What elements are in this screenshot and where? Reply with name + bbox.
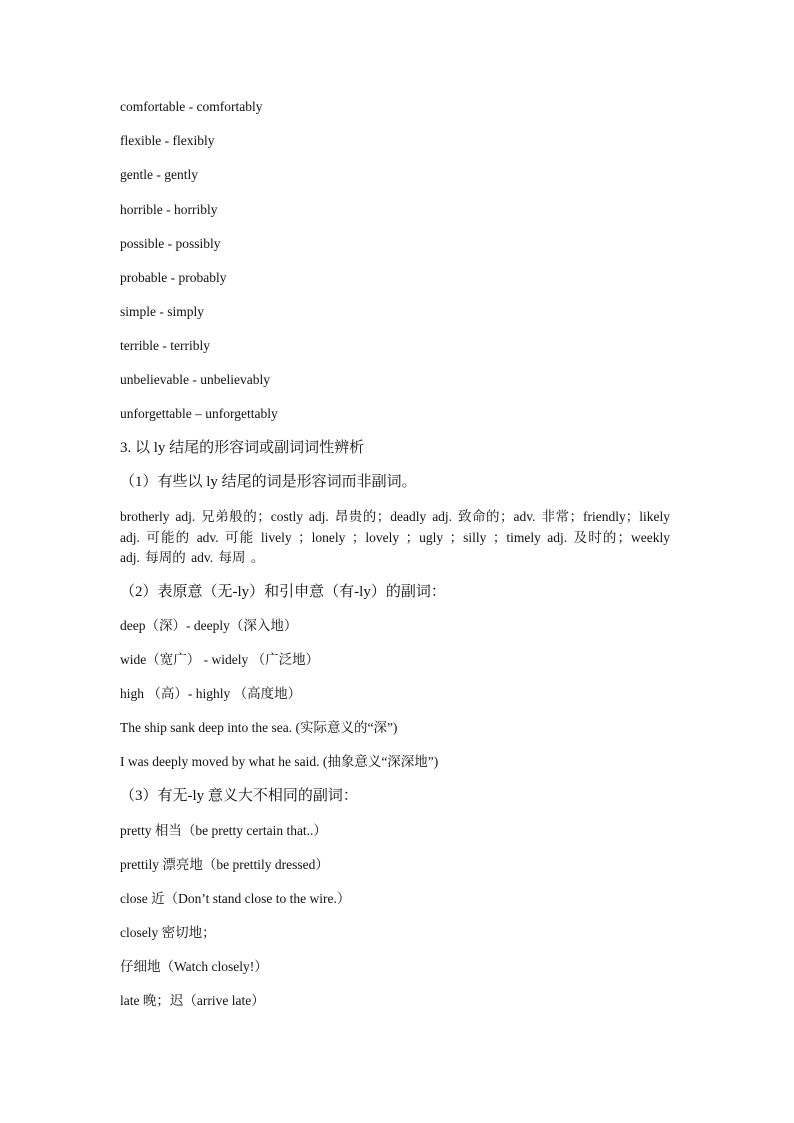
example-sentence: The ship sank deep into the sea. (实际意义的“深”) (120, 720, 398, 735)
word-pair: terrible - terribly (120, 338, 210, 353)
word-pair: flexible - flexibly (120, 133, 215, 148)
adjective-examples-paragraph: brotherly adj. 兄弟般的；costly adj. 昂贵的；deadly adj. 致命的；adv. 非常；friendly；likely adj. 可能的 adv. 可能 lively ；lonely ；lovely ；ugly ；silly ；timely adj. 及时的；weekly adj. 每周的 adv. 每周 。 (120, 509, 670, 565)
example-line: wide（宽广） - widely （广泛地） (120, 652, 320, 667)
subsection-heading: （2）表原意（无-ly）和引申意（有-ly）的副词： (120, 584, 446, 600)
word-pair: comfortable - comfortably (120, 99, 263, 114)
word-pair: probable - probably (120, 270, 227, 285)
example-line: close 近（Don’t stand close to the wire.） (120, 891, 351, 906)
example-line: prettily 漂亮地（be prettily dressed） (120, 857, 329, 872)
subsection-heading: （1）有些以 ly 结尾的词是形容词而非副词。 (120, 474, 417, 490)
example-line: high （高）- highly （高度地） (120, 686, 302, 701)
example-line: pretty 相当（be pretty certain that..） (120, 823, 327, 838)
example-line: late 晚；迟（arrive late） (120, 993, 265, 1008)
word-pair: horrible - horribly (120, 202, 218, 217)
section-heading: 3. 以 ly 结尾的形容词或副词词性辨析 (120, 440, 365, 456)
example-line: deep（深）- deeply（深入地） (120, 618, 298, 633)
example-sentence: I was deeply moved by what he said. (抽象意义“深深地”) (120, 754, 439, 769)
word-pair: gentle - gently (120, 167, 198, 182)
subsection-heading: （3）有无-ly 意义大不相同的副词： (120, 788, 358, 804)
word-pair: unbelievable - unbelievably (120, 372, 270, 387)
word-pair: possible - possibly (120, 236, 221, 251)
example-line: 仔细地（Watch closely!） (120, 959, 268, 974)
example-line: closely 密切地； (120, 925, 216, 940)
word-pair: simple - simply (120, 304, 204, 319)
word-pair: unforgettable – unforgettably (120, 406, 278, 421)
